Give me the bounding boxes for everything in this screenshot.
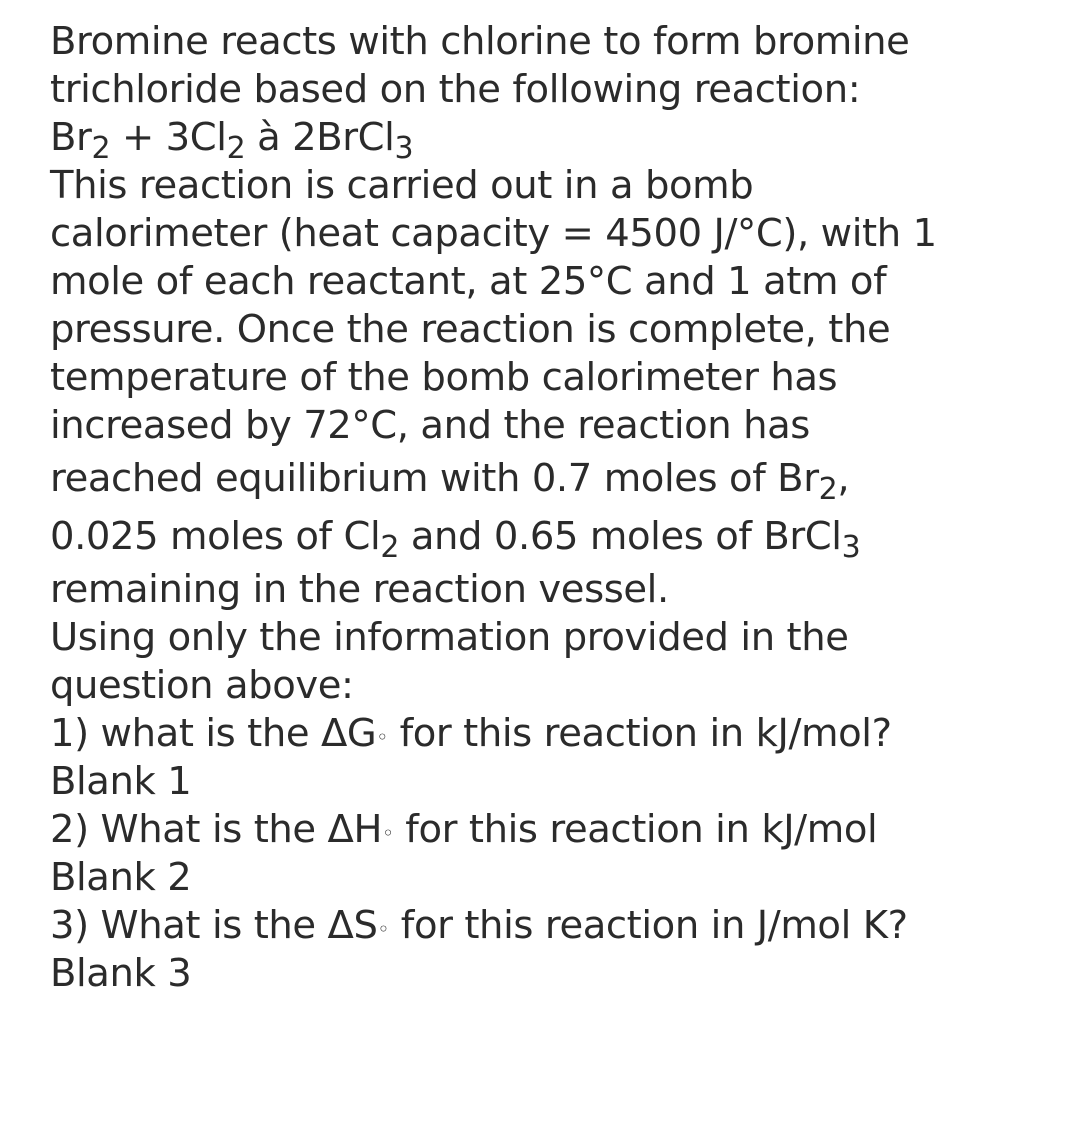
instructions-line-2: question above: <box>50 663 354 708</box>
equation-bromine: Br <box>50 115 92 160</box>
blank-1[interactable] <box>50 758 1060 806</box>
equation-subscript: 2 <box>91 131 111 166</box>
paragraph-text: 0.025 moles of Cl <box>50 514 381 559</box>
paragraph-text: , <box>837 456 850 501</box>
standard-state-symbol: ◦ <box>376 725 388 749</box>
paragraph-line-1: This reaction is carried out in a bomb <box>50 163 754 208</box>
question-text-end: for this reaction in J/mol K? <box>388 903 908 948</box>
paragraph-line-6: increased by 72°C, and the reaction has <box>50 403 810 448</box>
question-text-start: 2) What is the ΔH <box>50 807 383 852</box>
paragraph-text: and 0.65 moles of BrCl <box>399 514 842 559</box>
blank-3[interactable] <box>50 950 1060 998</box>
paragraph-line-7 <box>50 450 1060 508</box>
standard-state-symbol: ◦ <box>382 821 394 845</box>
blank-2[interactable] <box>50 854 1060 902</box>
paragraph-subscript: 2 <box>818 472 838 507</box>
equation-subscript: 2 <box>226 131 246 166</box>
question-text <box>50 18 1060 998</box>
intro-line-2: trichloride based on the following reaction: <box>50 67 861 112</box>
instructions-line-1: Using only the information provided in the <box>50 615 849 660</box>
paragraph-line-2: calorimeter (heat capacity = 4500 J/°C), with 1 <box>50 211 937 256</box>
equation-chlorine: + 3Cl <box>110 115 227 160</box>
question-2 <box>50 806 1060 854</box>
question-text-end: for this reaction in kJ/mol? <box>387 711 892 756</box>
question-text-start: 1) what is the ΔG <box>50 711 377 756</box>
blank-2-label[interactable]: Blank 2 <box>50 855 192 900</box>
paragraph-line-9: remaining in the reaction vessel. <box>50 567 669 612</box>
equation-product: à 2BrCl <box>245 115 395 160</box>
paragraph-text: reached equilibrium with 0.7 moles of Br <box>50 456 819 501</box>
paragraph-line-4: pressure. Once the reaction is complete, the <box>50 307 891 352</box>
reaction-equation <box>50 114 1060 166</box>
paragraph-line-8 <box>50 508 1060 566</box>
question-3 <box>50 902 1060 950</box>
blank-3-label[interactable]: Blank 3 <box>50 951 192 996</box>
paragraph-subscript: 3 <box>841 530 861 565</box>
equation-subscript: 3 <box>394 131 414 166</box>
paragraph-subscript: 2 <box>380 530 400 565</box>
blank-1-label[interactable]: Blank 1 <box>50 759 192 804</box>
question-1 <box>50 710 1060 758</box>
question-text-end: for this reaction in kJ/mol <box>393 807 878 852</box>
intro-line-1: Bromine reacts with chlorine to form bromine <box>50 19 910 64</box>
question-text-start: 3) What is the ΔS <box>50 903 378 948</box>
standard-state-symbol: ◦ <box>377 917 389 941</box>
paragraph-line-5: temperature of the bomb calorimeter has <box>50 355 838 400</box>
paragraph-line-3: mole of each reactant, at 25°C and 1 atm of <box>50 259 887 304</box>
